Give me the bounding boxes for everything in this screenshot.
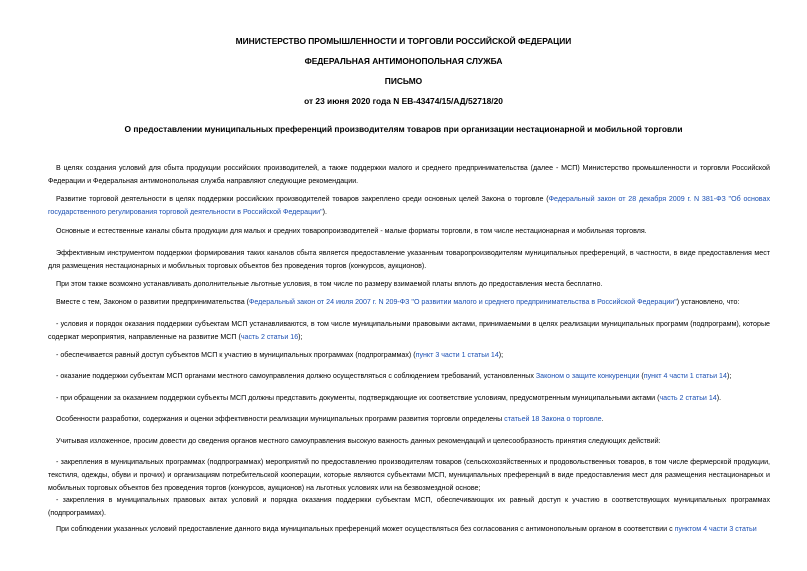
paragraph-6-end: ) установлено, что: xyxy=(676,298,740,306)
paragraph-15-text: При соблюдении указанных условий предоставление данного вида муниципальных преференций может осуществляться без согласования с антимонопольным органом в соответствии с xyxy=(56,525,675,533)
paragraph-13: - закрепления в муниципальных программах (подпрограммах) мероприятий по предоставлению производителям товаров (сельскохозяйственных и продовольственных товаров, в том числе фермерской продукции, текстиля, одежды, обуви и прочих) и организациям потребительской кооперации, которые являются субъектами МСП, муниципальных преференций в виде предоставления мест для размещения нестационарных и мобильных торговых объектов без проведения торгов (конкурсов, аукционов) на льготных условиях или на безвозмездной основе; xyxy=(48,458,770,492)
paragraph-1: В целях создания условий для сбыта продукции российских производителей, а также поддержки малого и среднего предпринимательства (далее - МСП) Министерство промышленности и торговли Российской Федерации и Федеральная антимонопольная служба направляют следующие рекомендации. xyxy=(48,164,770,185)
paragraph-10-end: ). xyxy=(716,394,722,402)
paragraph-5: При этом также возможно устанавливать дополнительные льготные условия, в том числе по размеру взимаемой платы вплоть до предоставления места бесплатно. xyxy=(56,280,603,288)
clause-4-part-1-article-14-link[interactable]: пункт 4 части 1 статьи 14 xyxy=(643,372,727,380)
paragraph-11 xyxy=(48,413,770,426)
clause-4-part-3-article-link[interactable]: пунктом 4 части 3 статьи xyxy=(674,525,757,533)
paragraph-14: - закрепления в муниципальных правовых актах условий и порядка оказания поддержки субъектам МСП, обеспечивающих их равный доступ к участию в соответствующих муниципальных программах (подпрограммах). xyxy=(48,496,770,517)
paragraph-8-text: - обеспечивается равный доступ субъектов МСП к участию в муниципальных программах (подпрограммах) ( xyxy=(56,351,416,359)
paragraph-11-end: . xyxy=(601,415,604,423)
paragraph-3: Основные и естественные каналы сбыта продукции для малых и средних товаропроизводителей - малые форматы торговли, в том числе нестационарная и мобильная торговля. xyxy=(56,227,647,235)
part-2-article-16-link[interactable]: часть 2 статьи 16 xyxy=(240,333,299,341)
paragraph-15 xyxy=(48,523,788,536)
article-18-trade-law-link[interactable]: статьей 18 Закона о торговле xyxy=(504,415,602,423)
paragraph-8 xyxy=(48,349,770,362)
subject-heading: О предоставлении муниципальных преференций производителям товаров при организации нестационарной и мобильной торговли xyxy=(124,124,683,134)
paragraph-10 xyxy=(48,392,770,405)
part-2-article-14-link[interactable]: часть 2 статьи 14 xyxy=(659,394,717,402)
paragraph-2-text: Развитие торговой деятельности в целях поддержки российских производителей товаров закреплено среди основных целей Закона о торговле ( xyxy=(56,195,549,203)
paragraph-2 xyxy=(48,193,770,219)
law-209-fz-link[interactable]: Федеральный закон от 24 июля 2007 г. N 209-ФЗ "О развитии малого и среднего предпринимательства в Российской Федерации" xyxy=(248,298,677,306)
ministry-heading: МИНИСТЕРСТВО ПРОМЫШЛЕННОСТИ И ТОРГОВЛИ РОССИЙСКОЙ ФЕДЕРАЦИИ xyxy=(235,36,572,46)
paragraph-9 xyxy=(48,370,770,383)
competition-law-link[interactable]: Законом о защите конкуренции xyxy=(535,372,640,380)
clause-3-part-1-article-14-link[interactable]: пункт 3 части 1 статьи 14 xyxy=(415,351,499,359)
paragraph-10-text: - при обращении за оказанием поддержки субъекты МСП должны представить документы, подтверждающие их соответствие условиям, предусмотренным муниципальными актами ( xyxy=(56,394,660,402)
doc-number-heading: от 23 июня 2020 года N ЕВ-43474/15/АД/52718/20 xyxy=(304,96,503,106)
paragraph-7-text: - условия и порядок оказания поддержки субъектам МСП устанавливаются, в том числе муниципальными правовыми актами, принимаемыми в целях реализации муниципальных программ (подпрограмм), которые содержат мероприятия, направленные на развитие МСП ( xyxy=(48,320,770,341)
paragraph-9-mid: ( xyxy=(639,372,644,380)
paragraph-4: Эффективным инструментом поддержки формирования таких каналов сбыта является предоставление указанным товаропроизводителям муниципальных преференций, в частности, в виде предоставления мест для размещения нестационарных и мобильных торговых объектов без проведения торгов (конкурсов, аукционов). xyxy=(48,249,770,270)
paragraph-11-text: Особенности разработки, содержания и оценки эффективности реализации муниципальных программ развития торговли определены xyxy=(56,415,505,423)
paragraph-6-text: Вместе с тем, Законом о развитии предпринимательства ( xyxy=(56,298,249,306)
service-heading: ФЕДЕРАЛЬНАЯ АНТИМОНОПОЛЬНАЯ СЛУЖБА xyxy=(304,56,503,66)
paragraph-7 xyxy=(48,318,770,344)
doc-type-heading: ПИСЬМО xyxy=(384,76,423,86)
paragraph-6 xyxy=(48,296,770,309)
paragraph-8-end: ); xyxy=(498,351,504,359)
paragraph-12: Учитывая изложенное, просим довести до сведения органов местного самоуправления высокую важность данных рекомендаций и целесообразность принятия следующих действий: xyxy=(56,437,661,445)
paragraph-9-text: - оказание поддержки субъектам МСП органами местного самоуправления должно осуществляться с соблюдением требований, установленных xyxy=(56,372,536,380)
paragraph-9-end: ); xyxy=(726,372,732,380)
paragraph-7-end: ); xyxy=(298,333,303,341)
law-381-fz-link[interactable]: Федеральный закон от 28 декабря 2009 г. N 381-ФЗ "Об основах государственного регулирования торговой деятельности в Российской Федерации" xyxy=(48,195,770,216)
paragraph-2-end: ). xyxy=(322,208,327,216)
